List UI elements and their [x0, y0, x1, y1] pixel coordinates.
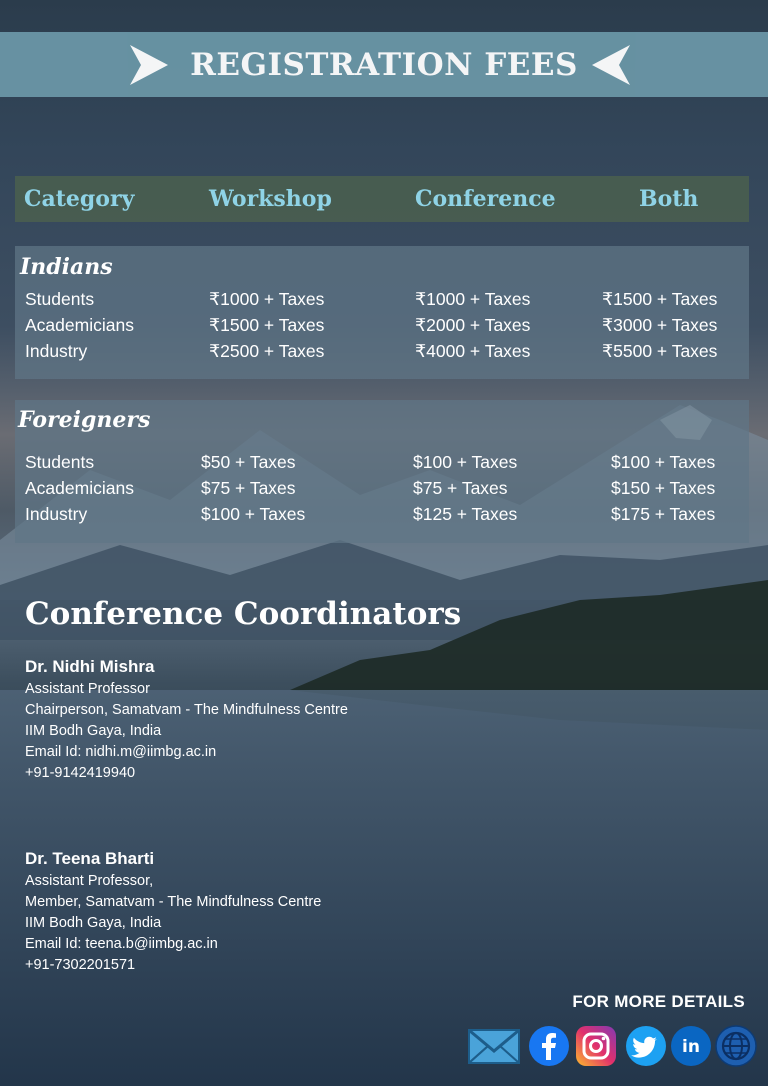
category-cell: Academicians: [25, 315, 134, 335]
table-row: [15, 504, 749, 530]
chevron-right-icon: [127, 43, 171, 87]
coordinator-institute: IIM Bodh Gaya, India: [25, 915, 162, 931]
category-cell: Students: [25, 452, 95, 472]
coordinator-card: [25, 656, 348, 784]
both-fee-cell: ₹3000 + Taxes: [602, 315, 718, 335]
table-row: [15, 452, 749, 478]
coordinator-designation: Assistant Professor: [25, 681, 150, 697]
column-header-category: Category: [24, 186, 135, 212]
workshop-fee-cell: ₹1500 + Taxes: [209, 315, 325, 335]
more-details-label: FOR MORE DETAILS: [572, 992, 745, 1011]
column-header-conference: Conference: [415, 186, 556, 212]
twitter-icon[interactable]: [625, 1025, 667, 1067]
section-heading-foreigners: Foreigners: [18, 407, 151, 433]
conference-fee-cell: ₹2000 + Taxes: [415, 315, 531, 335]
coordinator-card: [25, 848, 321, 976]
conference-fee-cell: $75 + Taxes: [413, 478, 508, 498]
both-fee-cell: ₹5500 + Taxes: [602, 341, 718, 361]
category-cell: Industry: [25, 504, 88, 524]
facebook-icon[interactable]: [528, 1025, 570, 1067]
coordinator-phone[interactable]: +91-9142419940: [25, 765, 136, 781]
coordinators-heading: Conference Coordinators: [25, 596, 462, 632]
workshop-fee-cell: $100 + Taxes: [201, 504, 306, 524]
section-heading-indians: Indians: [20, 254, 113, 280]
coordinator-role: Member, Samatvam - The Mindfulness Centre: [25, 894, 322, 910]
coordinator-designation: Assistant Professor,: [25, 873, 154, 889]
table-row: [15, 341, 749, 367]
conference-fee-cell: ₹1000 + Taxes: [415, 289, 531, 309]
category-cell: Industry: [25, 341, 88, 361]
both-fee-cell: $100 + Taxes: [611, 452, 716, 472]
instagram-icon[interactable]: [575, 1025, 617, 1067]
conference-fee-cell: $125 + Taxes: [413, 504, 518, 524]
column-header-both: Both: [639, 186, 699, 212]
coordinator-email[interactable]: Email Id: nidhi.m@iimbg.ac.in: [25, 744, 217, 760]
workshop-fee-cell: $50 + Taxes: [201, 452, 296, 472]
svg-text:in: in: [682, 1037, 700, 1057]
indians-fees-panel: [15, 246, 749, 379]
email-icon[interactable]: [468, 1025, 520, 1067]
conference-fee-cell: ₹4000 + Taxes: [415, 341, 531, 361]
workshop-fee-cell: ₹2500 + Taxes: [209, 341, 325, 361]
globe-icon[interactable]: [715, 1025, 757, 1067]
workshop-fee-cell: $75 + Taxes: [201, 478, 296, 498]
page-title: REGISTRATION FEES: [190, 46, 578, 83]
title-banner: [0, 32, 768, 97]
both-fee-cell: $150 + Taxes: [611, 478, 716, 498]
coordinator-email[interactable]: Email Id: teena.b@iimbg.ac.in: [25, 936, 218, 952]
coordinator-role: Chairperson, Samatvam - The Mindfulness Centre: [25, 702, 348, 718]
coordinator-phone[interactable]: +91-7302201571: [25, 957, 136, 973]
coordinator-name: Dr. Nidhi Mishra: [25, 657, 155, 676]
both-fee-cell: ₹1500 + Taxes: [602, 289, 718, 309]
category-cell: Academicians: [25, 478, 134, 498]
conference-fee-cell: $100 + Taxes: [413, 452, 518, 472]
workshop-fee-cell: ₹1000 + Taxes: [209, 289, 325, 309]
table-row: [15, 289, 749, 315]
table-row: [15, 478, 749, 504]
chevron-left-icon: [589, 43, 633, 87]
table-row: [15, 315, 749, 341]
fees-table-header: [15, 176, 749, 222]
category-cell: Students: [25, 289, 95, 309]
foreigners-fees-panel: [15, 400, 749, 543]
column-header-workshop: Workshop: [209, 186, 332, 212]
linkedin-icon[interactable]: [670, 1025, 712, 1067]
both-fee-cell: $175 + Taxes: [611, 504, 716, 524]
coordinator-institute: IIM Bodh Gaya, India: [25, 723, 162, 739]
coordinator-name: Dr. Teena Bharti: [25, 849, 155, 868]
